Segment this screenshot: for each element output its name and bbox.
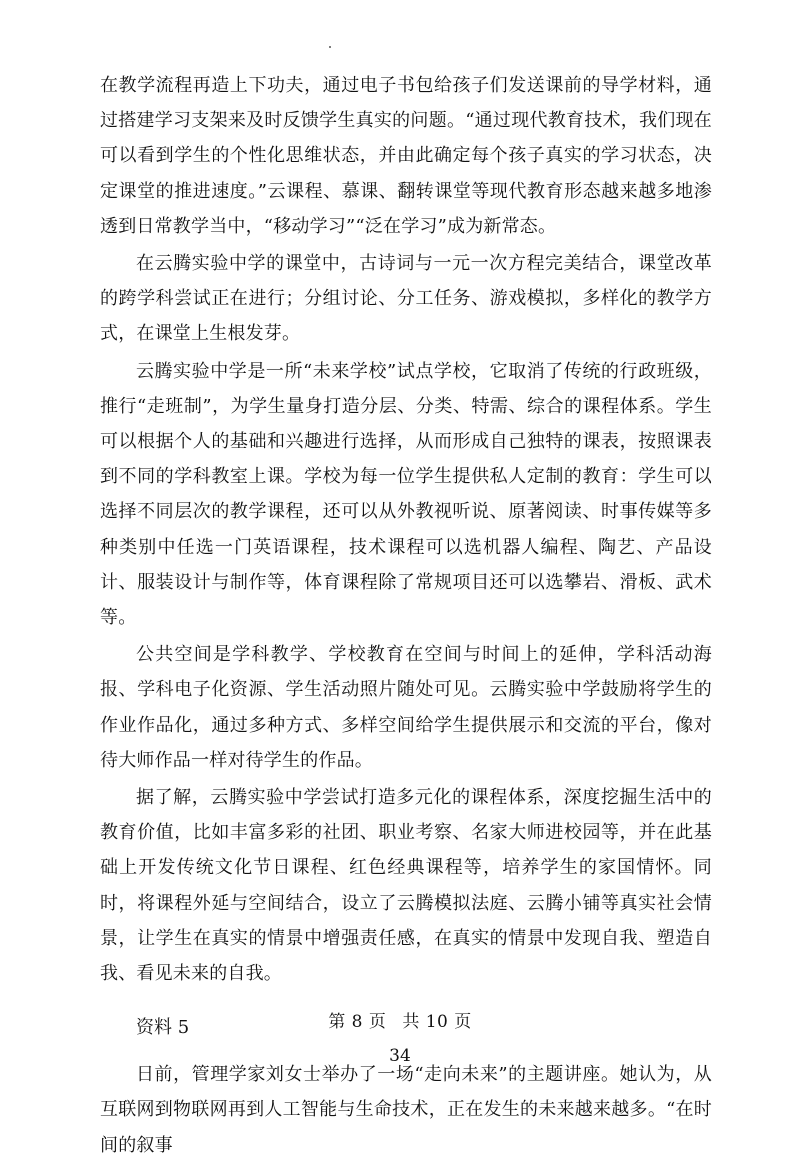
paragraph-3: 云腾实验中学是一所“未来学校”试点学校，它取消了传统的行政班级，推行“走班制”，为学生量身打造分层、分类、特需、综合的课程体系。学生可以根据个人的基础和兴趣进行选择，从而形成自己独特的课表，按照课表到不同的学科教室上课。学校为每一位学生提供私人定制的教育：学生可以选择不同层次的教学课程，还可以从外教视听说、原著阅读、时事传媒等多种类别中任选一门英语课程，技术课程可以选机器人编程、陶艺、产品设计、服装设计与制作等，体育课程除了常规项目还可以选攀岩、滑板、武术等。 bbox=[100, 360, 712, 629]
paragraph-5: 据了解，云腾实验中学尝试打造多元化的课程体系，深度挖掘生活中的教育价值，比如丰富多彩的社团、职业考察、名家大师进校园等，并在此基础上开发传统文化节日课程、红色经典课程等，培养学生的家国情怀。同时，将课程外延与空间结合，设立了云腾模拟法庭、云腾小铺等真实社会情景，让学生在真实的情景中增强责任感，在真实的情景中发现自我、塑造自我、看见未来的自我。 bbox=[100, 787, 712, 985]
current-page-label: 第 8 页 bbox=[328, 1012, 387, 1032]
scan-speck bbox=[329, 46, 331, 48]
paragraph-6: 日前，管理学家刘女士举办了一场“走向未来”的主题讲座。她认为，从互联网到物联网再到人工智能与生命技术，正在发生的未来越来越多。“在时间的叙事 bbox=[100, 1064, 712, 1156]
section-heading: 资料 5 bbox=[136, 1017, 190, 1039]
page-indicator bbox=[0, 1010, 800, 1034]
paragraph-4: 公共空间是学科教学、学校教育在空间与时间上的延伸，学科活动海报、学科电子化资源、学生活动照片随处可见。云腾实验中学鼓励将学生的作业作品化，通过多种方式、多样空间给学生提供展示和交流的平台，像对待大师作品一样对待学生的作品。 bbox=[100, 644, 712, 771]
body-text bbox=[100, 68, 712, 1163]
paragraph-2: 在云腾实验中学的课堂中，古诗词与一元一次方程完美结合，课堂改革的跨学科尝试正在进行；分组讨论、分工任务、游戏模拟，多样化的教学方式，在课堂上生根发芽。 bbox=[100, 253, 712, 345]
page-number: 34 bbox=[389, 1046, 411, 1066]
paragraph-1: 在教学流程再造上下功夫，通过电子书包给孩子们发送课前的导学材料，通过搭建学习支架来及时反馈学生真实的问题。“通过现代教育技术，我们现在可以看到学生的个性化思维状态，并由此确定每个孩子真实的学习状态，决定课堂的推进速度。”云课程、慕课、翻转课堂等现代教育形态越来越多地渗透到日常教学当中，“移动学习”“泛在学习”成为新常态。 bbox=[100, 75, 712, 237]
total-pages-label: 共 10 页 bbox=[402, 1012, 472, 1032]
